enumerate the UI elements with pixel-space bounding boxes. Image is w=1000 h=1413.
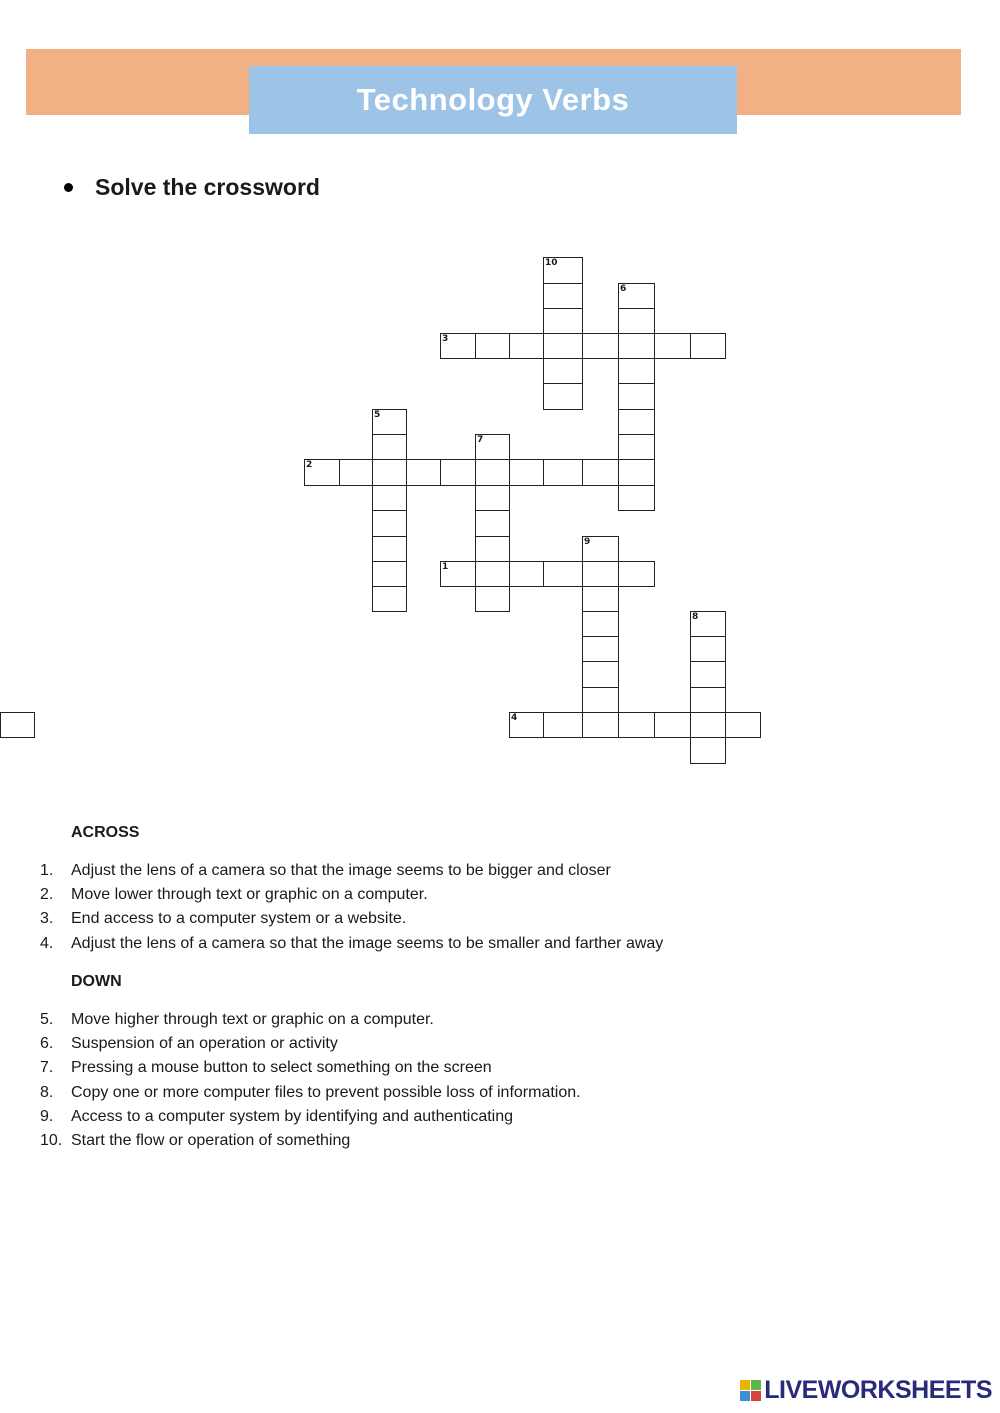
crossword-cell[interactable] — [475, 536, 510, 562]
crossword-cell[interactable] — [543, 358, 583, 384]
crossword-cell[interactable] — [618, 561, 655, 587]
crossword-cell[interactable] — [372, 485, 407, 511]
clue-number: 7 — [477, 435, 484, 445]
bullet-icon — [64, 183, 73, 192]
clue-number: 6 — [620, 284, 627, 294]
crossword-cell[interactable] — [509, 459, 544, 486]
crossword-cell[interactable] — [690, 333, 726, 359]
crossword-cell[interactable] — [582, 333, 619, 359]
crossword-cell[interactable] — [440, 561, 476, 587]
clue-item-number: 10. — [40, 1132, 63, 1149]
crossword-cell[interactable] — [372, 434, 407, 460]
crossword-cell[interactable] — [475, 333, 510, 359]
clue-item-text: Access to a computer system by identifying and authenticating — [71, 1107, 514, 1125]
clue-item — [40, 862, 611, 880]
clue-number: 5 — [374, 410, 381, 420]
crossword-cell[interactable] — [406, 459, 441, 486]
footer-logo — [740, 1376, 992, 1405]
crossword-cell[interactable] — [543, 459, 583, 486]
clue-item — [40, 1035, 338, 1053]
crossword-cell[interactable] — [690, 687, 726, 713]
liveworksheets-logo-icon — [740, 1380, 761, 1401]
clue-item-text: Copy one or more computer files to prevent possible loss of information. — [71, 1083, 581, 1101]
crossword-cell[interactable] — [618, 308, 655, 334]
crossword-cell[interactable] — [618, 485, 655, 511]
crossword-cell[interactable] — [475, 459, 510, 486]
crossword-cell[interactable] — [690, 737, 726, 764]
crossword-cell[interactable] — [543, 561, 583, 587]
clue-item-text: End access to a computer system or a website. — [71, 910, 407, 928]
crossword-cell[interactable] — [618, 283, 655, 309]
crossword-cell[interactable] — [690, 611, 726, 637]
title-box — [249, 66, 737, 134]
crossword-cell[interactable] — [654, 333, 691, 359]
clue-item-number: 2. — [40, 886, 54, 904]
clue-number: 1 — [442, 562, 449, 572]
clue-item-number: 5. — [40, 1011, 54, 1028]
crossword-cell[interactable] — [618, 434, 655, 460]
clue-item-text: Suspension of an operation or activity — [71, 1035, 338, 1053]
clue-item — [40, 1059, 492, 1077]
crossword-cell[interactable] — [372, 459, 407, 486]
across-heading: ACROSS — [71, 824, 140, 841]
crossword-cell[interactable] — [582, 459, 619, 486]
clue-item — [40, 1011, 434, 1029]
crossword-cell[interactable] — [509, 712, 544, 738]
clue-item-number: 7. — [40, 1059, 54, 1077]
clue-number: 9 — [584, 537, 591, 547]
crossword-cell[interactable] — [475, 561, 510, 587]
down-heading: DOWN — [71, 973, 122, 990]
crossword-cell[interactable] — [725, 712, 761, 738]
crossword-cell[interactable] — [618, 459, 655, 486]
clue-item-text: Adjust the lens of a camera so that the image seems to be smaller and farther away — [71, 934, 664, 952]
clue-item — [40, 1132, 350, 1150]
clue-item-text: Move higher through text or graphic on a computer. — [71, 1011, 434, 1028]
crossword-cell[interactable] — [618, 712, 655, 738]
clue-item-number: 6. — [40, 1035, 54, 1053]
page-title: Technology Verbs — [356, 82, 630, 117]
clue-item-number: 9. — [40, 1107, 54, 1125]
crossword-cell[interactable] — [304, 459, 340, 486]
crossword-cell[interactable] — [339, 459, 373, 486]
crossword-cell[interactable] — [582, 687, 619, 713]
instruction — [64, 170, 320, 204]
crossword-cell[interactable] — [582, 661, 619, 688]
clue-number: 2 — [306, 460, 313, 470]
crossword-cell[interactable] — [582, 636, 619, 662]
clue-item — [40, 935, 663, 953]
crossword-cell[interactable] — [543, 712, 583, 738]
crossword-cell[interactable] — [582, 586, 619, 612]
crossword-cell[interactable] — [0, 712, 35, 738]
crossword-cell[interactable] — [440, 333, 476, 359]
crossword-cell[interactable] — [543, 333, 583, 359]
crossword-cell[interactable] — [543, 283, 583, 309]
crossword-cell[interactable] — [618, 358, 655, 384]
crossword-cell[interactable] — [618, 333, 655, 359]
crossword-cell[interactable] — [582, 561, 619, 587]
clue-number: 10 — [545, 258, 558, 268]
clue-item-text: Adjust the lens of a camera so that the image seems to be bigger and closer — [71, 862, 611, 879]
clue-item-number: 4. — [40, 934, 54, 952]
crossword-cell[interactable] — [372, 536, 407, 562]
clue-item — [40, 910, 406, 928]
crossword-cell[interactable] — [372, 586, 407, 612]
instruction-text: Solve the crossword — [95, 173, 320, 200]
clue-item-text: Pressing a mouse button to select something on the screen — [71, 1059, 492, 1077]
crossword-cell[interactable] — [690, 712, 726, 738]
logo-text: LIVEWORKSHEETS — [764, 1376, 992, 1404]
clue-item-number: 3. — [40, 910, 54, 928]
crossword-cell[interactable] — [582, 536, 619, 562]
crossword-cell[interactable] — [509, 561, 544, 587]
crossword-cell[interactable] — [372, 409, 407, 435]
crossword-cell[interactable] — [475, 485, 510, 511]
crossword-cell[interactable] — [372, 561, 407, 587]
crossword-cell[interactable] — [475, 434, 510, 460]
crossword-cell[interactable] — [618, 409, 655, 435]
crossword-cell[interactable] — [690, 636, 726, 662]
crossword-cell[interactable] — [475, 586, 510, 612]
crossword-cell[interactable] — [582, 611, 619, 637]
crossword-cell[interactable] — [509, 333, 544, 359]
crossword-cell[interactable] — [475, 510, 510, 537]
crossword-cell[interactable] — [654, 712, 691, 738]
clue-number: 4 — [511, 713, 518, 723]
clue-item-text: Move lower through text or graphic on a computer. — [71, 886, 428, 904]
clue-number: 8 — [692, 612, 699, 622]
clue-number: 3 — [442, 334, 449, 344]
clue-item-number: 8. — [40, 1083, 54, 1101]
crossword-cell[interactable] — [543, 308, 583, 334]
clue-item — [40, 1108, 513, 1126]
crossword-cell[interactable] — [543, 383, 583, 410]
crossword-cell[interactable] — [582, 712, 619, 738]
crossword-cell[interactable] — [618, 383, 655, 410]
clue-item — [40, 886, 428, 904]
crossword-cell[interactable] — [690, 661, 726, 688]
clue-item-number: 1. — [40, 862, 54, 879]
crossword-cell[interactable] — [440, 459, 476, 486]
crossword-cell[interactable] — [372, 510, 407, 537]
clue-item — [40, 1084, 581, 1102]
crossword-cell[interactable] — [543, 257, 583, 284]
clue-item-text: Start the flow or operation of something — [71, 1132, 351, 1149]
